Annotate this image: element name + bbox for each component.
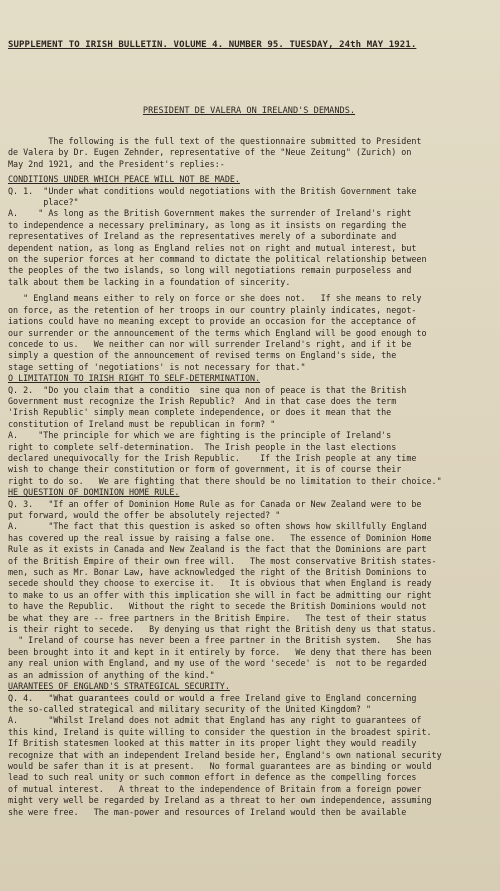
question-line: Government must recognize the Irish Republic? And in that case does the term	[8, 395, 397, 406]
answer-line: to independence a necessary preliminary, as long as it insists on regarding the	[8, 219, 407, 230]
answer-line: she were free. The man-power and resources of Ireland would then be available	[8, 806, 407, 817]
answer-line: talk about them be lacking in a foundation of sincerity.	[8, 276, 291, 287]
answer-line: on force, as the retention of her troops in our country plainly indicates, negot-	[8, 304, 417, 315]
answer-line: concede to us. We neither can nor will surrender Ireland's right, and if it be	[8, 338, 412, 349]
answer-line: any real union with England, and my use of the word 'secede' is not to be regarded	[8, 658, 427, 669]
question-line: Q. 4. "What guarantees could or would a free Ireland give to England concerning	[8, 692, 417, 703]
question-line: the so-called strategical and military security of the United Kingdom? "	[8, 703, 372, 714]
answer-line: to make to us an offer with this implication she will in fact be admitting our right	[8, 589, 432, 600]
answer-line: iations could have no meaning except to provide an occasion for the acceptance of	[8, 316, 417, 327]
question-line: put forward, would the offer be absolutely rejected? "	[8, 510, 281, 520]
answer-line: been brought into it and kept in it entirely by force. We deny that there has been	[8, 646, 432, 657]
question-line: constitution of Ireland must be republican in form? "	[8, 418, 276, 429]
answer-line: representatives of Ireland as the representatives merely of a subordinate and	[8, 231, 397, 242]
answer-line: might very well be regarded by Ireland as a threat to her own independence, assuming	[8, 795, 432, 806]
bulletin-header: SUPPLEMENT TO IRISH BULLETIN. VOLUME 4. NUMBER 95. TUESDAY, 24th MAY 1921.	[8, 40, 417, 50]
answer-line: secede should they choose to exercise it. It is obvious that when England is ready	[8, 578, 432, 589]
section-heading: CONDITIONS UNDER WHICH PEACE WILL NOT BE MADE.	[8, 174, 240, 185]
answer-line: A. "Whilst Ireland does not admit that England has any right to guarantees of	[8, 715, 422, 726]
answer-line: Rule as it exists in Canada and New Zealand is the fact that the Dominions are part	[8, 544, 427, 555]
answer-line: stage setting of 'negotiations' is not necessary for that."	[8, 361, 306, 372]
answer-line: declared unequivocally for the Irish Republic. If the Irish people at any time	[8, 452, 417, 463]
answer-line: " Ireland of course has never been a free partner in the British system. She has	[8, 635, 432, 646]
section-heading: O LIMITATION TO IRISH RIGHT TO SELF-DETERMINATION.	[8, 373, 261, 384]
question-line: Q. 1. "Under what conditions would negotiations with the British Government take	[8, 185, 417, 196]
qa-section	[8, 174, 490, 373]
answer-line: of the British Empire of their own free will. The most conservative British states-	[8, 555, 437, 566]
answer-line: be what they are -- free partners in the British Empire. The test of their status	[8, 612, 427, 623]
question-line: Q. 2. "Do you claim that a conditio sine qua non of peace is that the British	[8, 384, 407, 395]
answer-line: A. "The principle for which we are fighting is the principle of Ireland's	[8, 430, 392, 441]
answer-line: A. " As long as the British Government makes the surrender of Ireland's right	[8, 208, 412, 219]
answer-line: is their right to secede. By denying us that right the British deny us that status.	[8, 624, 437, 635]
answer-line: " England means either to rely on force or she does not. If she means to rely	[8, 293, 422, 304]
answer-line: of mutual interest. A threat to the independence of Britain from a foreign power	[8, 783, 422, 794]
section-heading: HE QUESTION OF DOMINION HOME RULE.	[8, 487, 180, 498]
text-line: de Valera by Dr. Eugen Zehnder, representative of the "Neue Zeitung" (Zurich) on	[8, 147, 412, 158]
question-line: 'Irish Republic' simply mean complete independence, or does it mean that the	[8, 407, 392, 418]
answer-line: lead to such real unity or such common effort in defence as the compelling forces	[8, 772, 417, 783]
text-line: May 2nd 1921, and the President's replies:-	[8, 158, 225, 169]
answer-line: has covered up the real issue by raising a false one. The essence of Dominion Home	[8, 532, 432, 543]
answer-line: on the superior forces at her command to dictate the political relationship between	[8, 254, 427, 265]
answer-line: this kind, Ireland is quite willing to consider the question in the broadest spirit.	[8, 726, 432, 737]
answer-line: to have the Republic. Without the right to secede the British Dominions would not	[8, 601, 427, 612]
qa-section	[8, 487, 490, 681]
section-heading: UARANTEES OF ENGLAND'S STRATEGICAL SECURITY.	[8, 681, 230, 692]
answer-line: our surrender or the announcement of the terms which England will be good enough to	[8, 327, 427, 338]
answer-line: A. "The fact that this question is asked so often shows how skillfully England	[8, 521, 427, 532]
qa-section	[8, 373, 490, 487]
answer-line: wish to change their constitution or form of government, it is of course their	[8, 464, 402, 475]
text-line: The following is the full text of the questionnaire submitted to President	[8, 136, 422, 146]
answer-line: men, such as Mr. Bonar Law, have acknowledged the right of the British Dominions to	[8, 567, 427, 578]
answer-line: as an admission of anything of the kind."	[8, 669, 215, 680]
answer-line: right to do so. We are fighting that there should be no limitation to their choice."	[8, 475, 442, 486]
qa-section	[8, 681, 490, 818]
qa-sections	[8, 174, 490, 818]
answer-line: dependent nation, as long as England relies not on right and mutual interest, but	[8, 242, 417, 253]
document-title: PRESIDENT DE VALERA ON IRELAND'S DEMANDS.	[142, 106, 356, 116]
answer-line: If British statesmen looked at this matter in its proper light they would readily	[8, 738, 417, 749]
question-line: Q. 3. "If an offer of Dominion Home Rule as for Canada or New Zealand were to be	[8, 498, 422, 509]
answer-line: recognize that with an independent Ireland beside her, England's own national security	[8, 749, 442, 760]
question-line: place?"	[8, 197, 79, 208]
answer-line: right to complete self-determination. The Irish people in the last elections	[8, 441, 397, 452]
answer-line: the peoples of the two islands, so long will negotiations remain purposeless and	[8, 265, 412, 276]
intro-paragraph	[8, 136, 490, 170]
answer-line: would be safer than it is at present. No formal guarantees are as binding or would	[8, 760, 432, 771]
answer-line: simply a question of the announcement of revised terms on England's side, the	[8, 350, 397, 361]
